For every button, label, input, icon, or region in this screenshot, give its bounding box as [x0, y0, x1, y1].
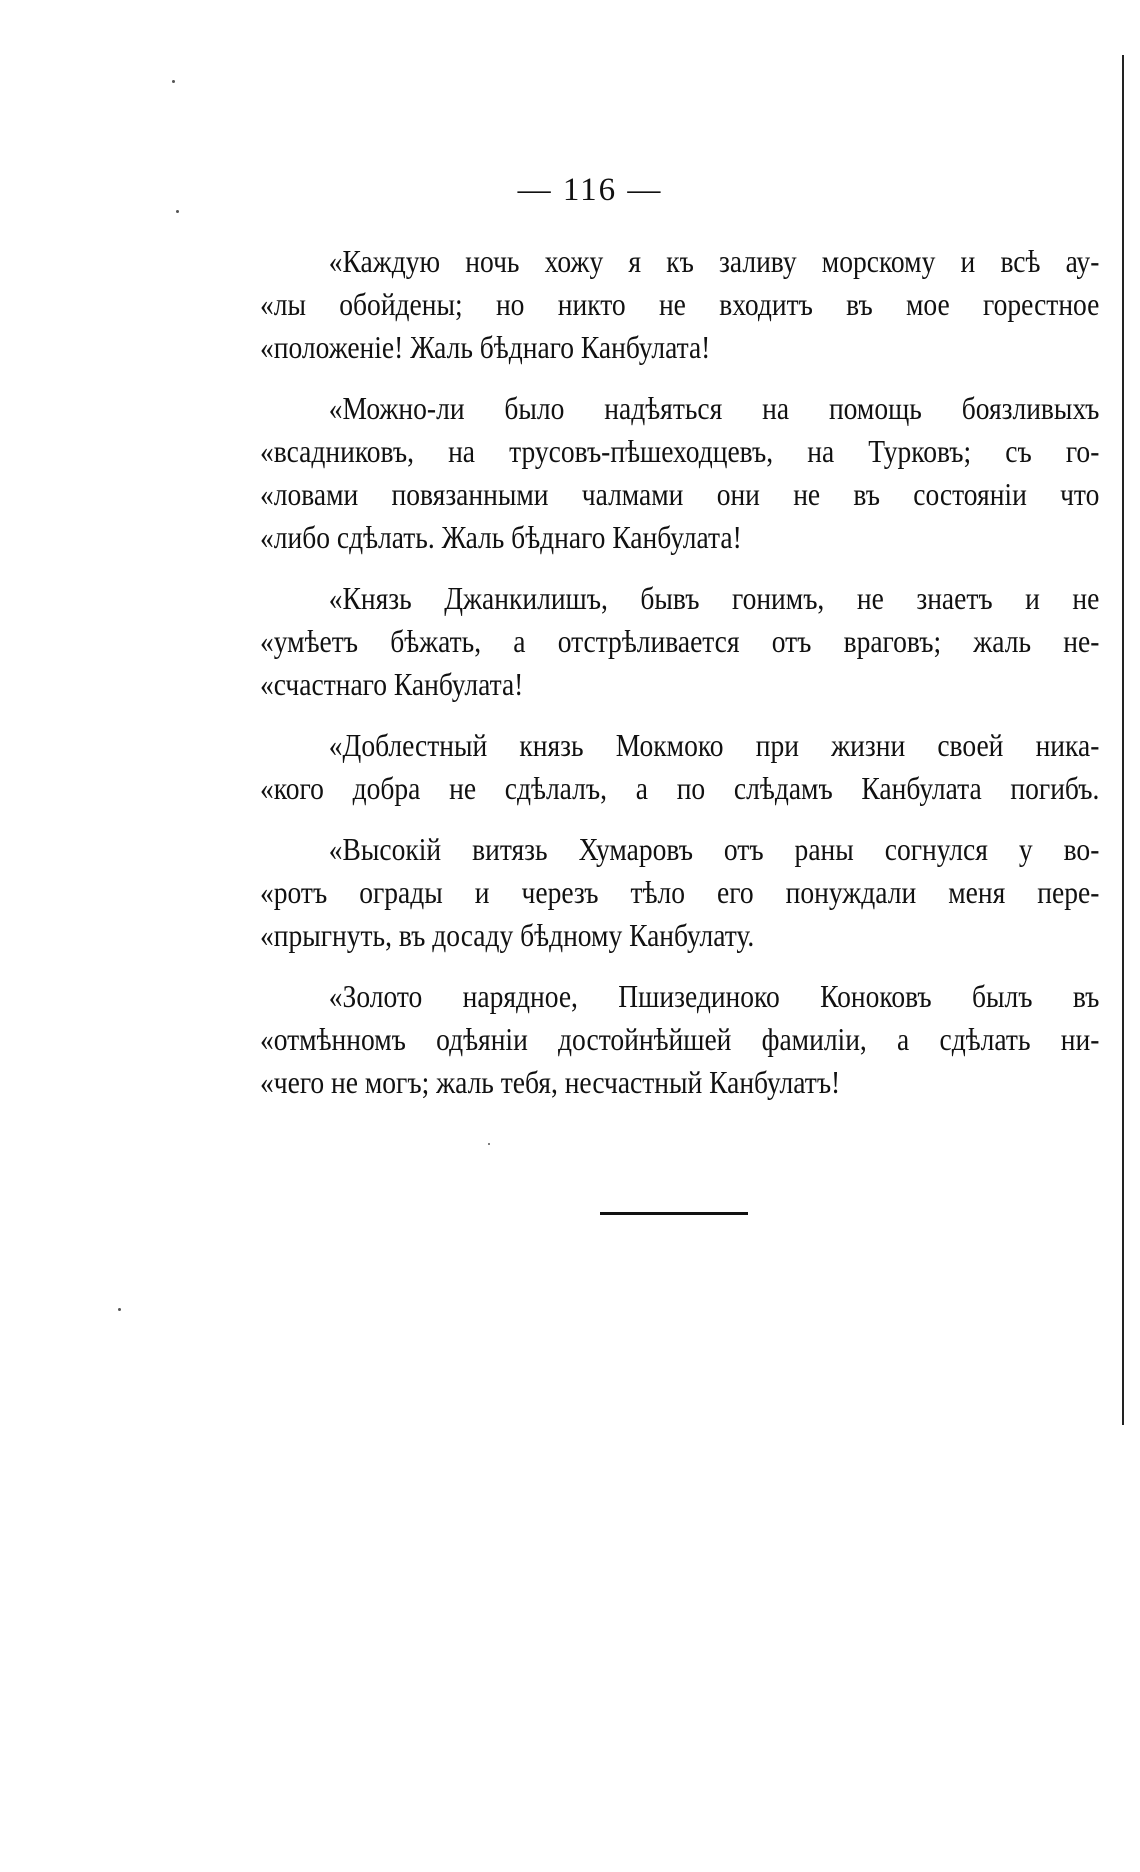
text-line: «всадниковъ, на трусовъ-пѣшеходцевъ, на Турковъ; съ го- [260, 433, 1100, 469]
text-line: «Каждую ночь хожу я къ заливу морскому и всѣ ау- [328, 243, 1100, 279]
text-line: «умѣетъ бѣжать, а отстрѣливается отъ враговъ; жаль не- [260, 623, 1100, 659]
text-line: «Доблестный князь Мокмоко при жизни своей ника- [328, 727, 1100, 763]
stanza-2 [260, 387, 1100, 559]
text-line: «Можно-ли было надѣяться на помощь боязливыхъ [328, 390, 1100, 426]
text-line: «лы обойдены; но никто не входитъ въ мое горестное [260, 286, 1100, 322]
text-line: «положеніе! Жаль бѣднаго Канбулата! [260, 329, 711, 365]
stanza-4 [260, 724, 1100, 810]
end-rule-divider [600, 1212, 748, 1215]
text-line: «ротъ ограды и черезъ тѣло его понуждали меня пере- [260, 874, 1100, 910]
text-line: «чего не могъ; жаль тебя, несчастный Канбулатъ! [260, 1064, 841, 1100]
text-line: «либо сдѣлать. Жаль бѣднаго Канбулата! [260, 519, 742, 555]
scan-speck [488, 1143, 490, 1145]
text-line: «Высокій витязь Хумаровъ отъ раны согнулся у во- [328, 831, 1100, 867]
stanza-6 [260, 975, 1100, 1104]
text-line: «прыгнуть, въ досаду бѣдному Канбулату. [260, 917, 755, 953]
stanza-1 [260, 240, 1100, 369]
scan-speck [176, 210, 179, 213]
text-line: «Золото нарядное, Пшизединоко Коноковъ былъ въ [328, 978, 1100, 1014]
text-line: «Князь Джанкилишъ, бывъ гонимъ, не знаетъ и не [328, 580, 1100, 616]
stanza-3 [260, 577, 1100, 706]
scan-speck [118, 1308, 121, 1311]
text-line: «кого добра не сдѣлалъ, а по слѣдамъ Канбулата погибъ. [260, 770, 1100, 806]
text-line: «ловами повязанными чалмами они не въ состояніи что [260, 476, 1100, 512]
poem-text [260, 240, 1100, 1122]
text-line: «отмѣнномъ одѣяніи достойнѣйшей фамиліи, а сдѣлать ни- [260, 1021, 1100, 1057]
page-edge-line [1122, 55, 1124, 1425]
page-number: — 116 — [517, 172, 663, 208]
scan-speck [172, 80, 175, 83]
text-line: «счастнаго Канбулата! [260, 666, 524, 702]
stanza-5 [260, 828, 1100, 957]
